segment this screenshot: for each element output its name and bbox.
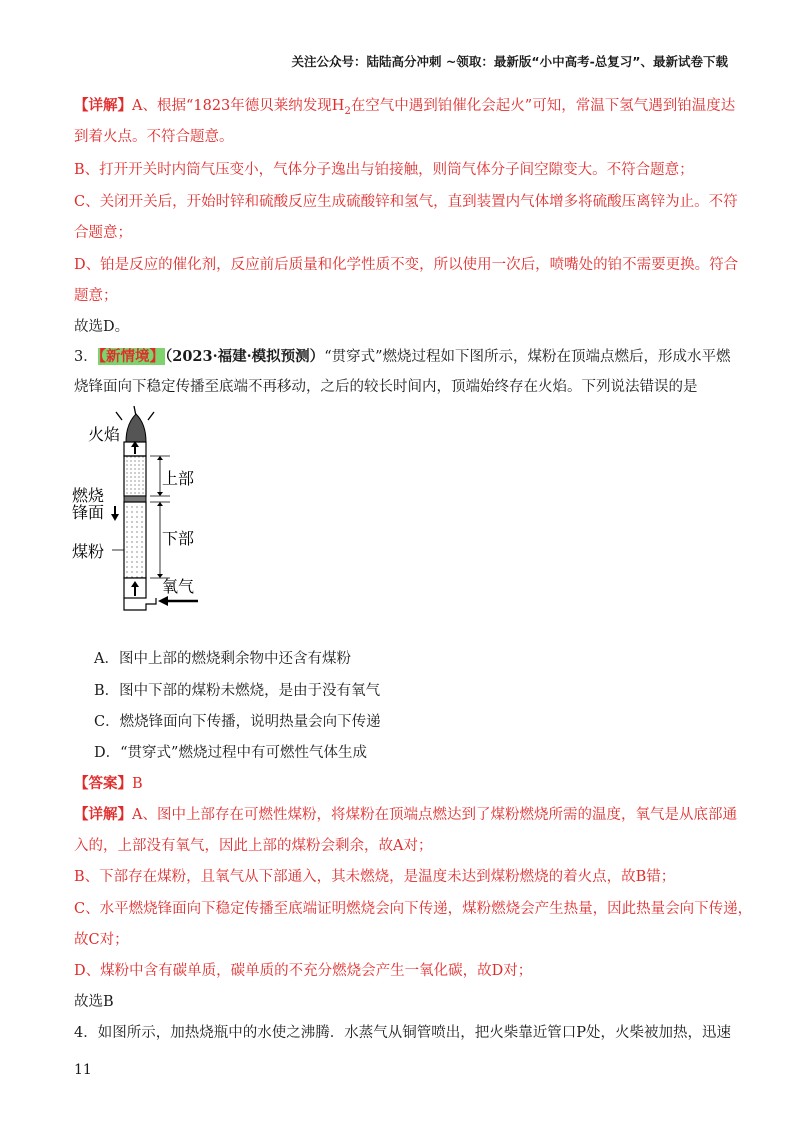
- question-source: （2023·福建·模拟预测）: [164, 348, 325, 365]
- explain-line: 故C对；: [74, 932, 129, 948]
- question-stem: 3．【新情境】（2023·福建·模拟预测）“贯穿式”燃烧过程如下图所示，煤粉在顶端点燃后，形成水平燃: [74, 348, 731, 365]
- option-d: D．“贯穿式”燃烧过程中有可燃性气体生成: [94, 745, 367, 761]
- label-lower: 下部: [162, 529, 195, 548]
- option-b: B．图中下部的煤粉未燃烧，是由于没有氧气: [94, 683, 381, 699]
- answer-value: B: [132, 776, 143, 792]
- page-number: 11: [74, 1062, 92, 1078]
- page-header: 关注公众号：陆陆高分冲刺 ~领取：最新版“小中高考-总复习”、最新试卷下载: [291, 54, 728, 69]
- explain-line: 入的，上部没有氧气，因此上部的煤粉会剩余，故A对；: [74, 838, 433, 854]
- explain-line: 合题意；: [74, 225, 132, 241]
- option-c: C．燃烧锋面向下传播，说明热量会向下传递: [94, 714, 381, 730]
- explain-line: 【详解】A、图中上部存在可燃性煤粉，将煤粉在顶端点燃达到了煤粉燃烧所需的温度，氧气是从底部通: [74, 806, 737, 823]
- answer-line: [74, 774, 143, 794]
- label-oxygen: 氧气: [162, 577, 195, 596]
- new-scenario-tag: 【新情境】: [98, 348, 164, 365]
- explain-line: 题意；: [74, 288, 118, 304]
- explain-line: 到着火点。不符合题意。: [74, 129, 234, 145]
- question-stem: 4．如图所示，加热烧瓶中的水使之沸腾．水蒸气从铜管喷出，把火柴靠近管口P处，火柴被加热，迅速: [74, 1025, 731, 1041]
- label-front-2: 锋面: [72, 503, 105, 522]
- explain-line: 【详解】A、根据“1823年德贝莱纳发现$H_2$在空气中遇到铂催化会起火”可知，常温下氢气遇到铂温度达: [74, 97, 736, 117]
- answer-label: 【答案】: [74, 775, 132, 792]
- explain-label: 【详解】: [74, 97, 132, 114]
- explain-line: C、关闭开关后，开始时锌和硫酸反应生成硫酸锌和氢气，直到装置内气体增多将硫酸压离锌为止。不符: [74, 194, 738, 210]
- label-flame: 火焰: [88, 425, 121, 444]
- label-coal: 煤粉: [72, 542, 105, 561]
- option-a: A．图中上部的燃烧剩余物中还含有煤粉: [94, 651, 351, 667]
- select-line: 故选B: [74, 994, 114, 1010]
- label-front-1: 燃烧: [72, 486, 105, 505]
- question-stem: 烧锋面向下稳定传播至底端不再移动，之后的较长时间内，顶端始终存在火焰。下列说法错误的是: [74, 379, 698, 395]
- select-line: 故选D。: [74, 319, 130, 335]
- explain-line: B、打开开关时内筒气压变小，气体分子逸出与铂接触，则筒气体分子间空隙变大。不符合题意；: [74, 162, 694, 178]
- combustion-diagram: [70, 400, 240, 620]
- label-upper: 上部: [162, 469, 195, 488]
- explain-line: D、煤粉中含有碳单质，碳单质的不充分燃烧会产生一氧化碳，故D对；: [74, 963, 533, 979]
- explain-label: 【详解】: [74, 806, 132, 823]
- explain-line: B、下部存在煤粉，且氧气从下部通入，其未燃烧，是温度未达到煤粉燃烧的着火点，故B错；: [74, 869, 676, 885]
- explain-line: D、铂是反应的催化剂，反应前后质量和化学性质不变，所以使用一次后，喷嘴处的铂不需要更换。符合: [74, 257, 739, 273]
- explain-line: C、水平燃烧锋面向下稳定传播至底端证明燃烧会向下传递，煤粉燃烧会产生热量，因此热量会向下传递，: [74, 901, 753, 917]
